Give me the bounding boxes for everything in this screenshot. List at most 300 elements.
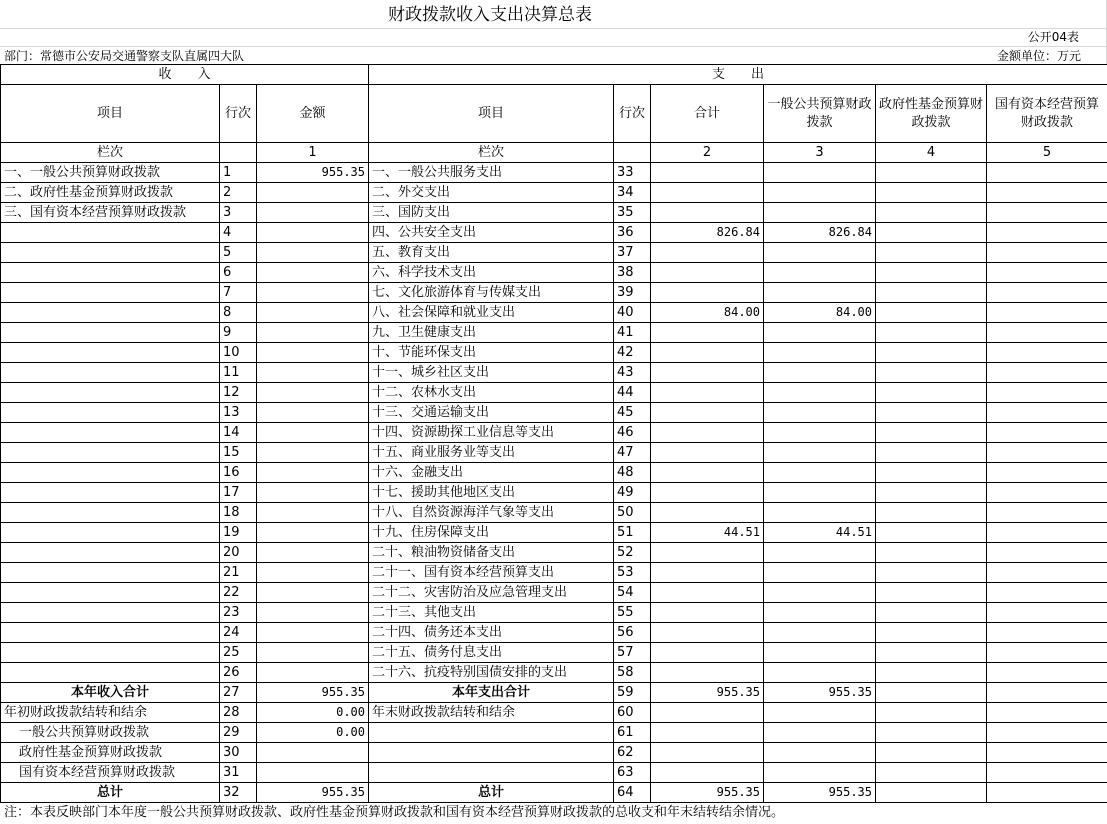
amount-cell — [764, 183, 876, 203]
row-number: 52 — [614, 543, 651, 563]
amount-cell — [651, 263, 764, 283]
row-number: 21 — [220, 563, 257, 583]
col-header-total: 合计 — [651, 85, 764, 143]
table-row — [1, 763, 1107, 783]
row-number: 16 — [220, 463, 257, 483]
table-row — [1, 563, 1107, 583]
amount-cell — [764, 463, 876, 483]
amount-cell — [876, 183, 987, 203]
amount-cell — [257, 343, 369, 363]
expense-item: 九、卫生健康支出 — [369, 323, 614, 343]
table-row — [1, 643, 1107, 663]
amount-cell — [764, 723, 876, 743]
column-sequence-row — [1, 143, 1107, 163]
table-row — [1, 403, 1107, 423]
amount-cell — [257, 403, 369, 423]
row-number: 18 — [220, 503, 257, 523]
amount-cell — [876, 163, 987, 183]
amount-cell — [876, 343, 987, 363]
row-number: 8 — [220, 303, 257, 323]
table-row — [1, 603, 1107, 623]
income-item — [1, 443, 220, 463]
row-number: 9 — [220, 323, 257, 343]
table-row — [1, 163, 1107, 183]
amount-cell — [651, 723, 764, 743]
amount-cell — [764, 603, 876, 623]
begin-balance-label: 年初财政拨款结转和结余 — [1, 703, 220, 723]
amount-cell — [257, 523, 369, 543]
amount-cell — [764, 583, 876, 603]
amount-cell — [987, 443, 1107, 463]
amount-cell — [764, 363, 876, 383]
row-number: 47 — [614, 443, 651, 463]
row-number: 39 — [614, 283, 651, 303]
expense-item: 二十一、国有资本经营预算支出 — [369, 563, 614, 583]
income-item — [1, 623, 220, 643]
amount-cell — [876, 423, 987, 443]
row-number: 6 — [220, 263, 257, 283]
table-row — [1, 283, 1107, 303]
seq-state-capital: 5 — [987, 143, 1107, 163]
table-row — [1, 363, 1107, 383]
amount-cell — [257, 183, 369, 203]
col-header-gov-fund: 政府性基金预算财政拨款 — [876, 85, 987, 143]
amount-cell — [987, 283, 1107, 303]
amount-cell — [257, 603, 369, 623]
amount-cell — [876, 583, 987, 603]
state-capital-label: 国有资本经营预算财政拨款 — [1, 763, 220, 783]
amount-cell — [257, 363, 369, 383]
col-header-general-budget: 一般公共预算财政拨款 — [764, 85, 876, 143]
amount-cell — [764, 643, 876, 663]
amount-cell — [764, 443, 876, 463]
amount-cell — [651, 483, 764, 503]
table-row — [1, 463, 1107, 483]
amount-cell — [257, 203, 369, 223]
amount-cell — [651, 383, 764, 403]
amount-cell — [876, 443, 987, 463]
table-row — [1, 783, 1107, 803]
amount-cell — [651, 183, 764, 203]
amount-cell — [876, 543, 987, 563]
row-number: 24 — [220, 623, 257, 643]
amount-cell — [257, 763, 369, 783]
row-number: 1 — [220, 163, 257, 183]
amount-cell — [651, 323, 764, 343]
row-number: 40 — [614, 303, 651, 323]
amount-cell — [764, 283, 876, 303]
amount-cell — [987, 483, 1107, 503]
amount-cell: 955.35 — [764, 683, 876, 703]
amount-cell — [257, 623, 369, 643]
amount-cell — [987, 543, 1107, 563]
seq-general: 3 — [764, 143, 876, 163]
expense-item — [369, 743, 614, 763]
amount-cell — [257, 463, 369, 483]
amount-cell — [651, 363, 764, 383]
table-row — [1, 623, 1107, 643]
row-number: 57 — [614, 643, 651, 663]
amount-cell — [764, 483, 876, 503]
income-item — [1, 283, 220, 303]
income-item — [1, 243, 220, 263]
amount-cell — [987, 623, 1107, 643]
row-number: 28 — [220, 703, 257, 723]
income-item — [1, 523, 220, 543]
amount-cell: 44.51 — [764, 523, 876, 543]
amount-cell — [764, 703, 876, 723]
amount-cell — [764, 423, 876, 443]
end-balance-label: 年末财政拨款结转和结余 — [369, 703, 614, 723]
income-item — [1, 383, 220, 403]
row-number: 59 — [614, 683, 651, 703]
amount-cell — [876, 703, 987, 723]
amount-cell — [876, 263, 987, 283]
table-row — [1, 503, 1107, 523]
summary-rows — [1, 683, 1107, 803]
amount-cell — [651, 563, 764, 583]
amount-cell — [257, 483, 369, 503]
expense-item: 六、科学技术支出 — [369, 263, 614, 283]
table-row — [1, 523, 1107, 543]
seq-total: 2 — [651, 143, 764, 163]
table-row — [1, 743, 1107, 763]
row-number: 2 — [220, 183, 257, 203]
amount-cell — [876, 523, 987, 543]
expense-item: 二十四、债务还本支出 — [369, 623, 614, 643]
row-number: 19 — [220, 523, 257, 543]
expense-item: 四、公共安全支出 — [369, 223, 614, 243]
income-item — [1, 223, 220, 243]
income-item — [1, 663, 220, 683]
row-number: 62 — [614, 743, 651, 763]
amount-unit-label: 金额单位：万元 — [996, 49, 1081, 63]
amount-cell — [987, 383, 1107, 403]
row-number: 44 — [614, 383, 651, 403]
row-number: 32 — [220, 783, 257, 803]
income-item — [1, 343, 220, 363]
amount-cell — [987, 583, 1107, 603]
data-rows — [1, 163, 1107, 683]
amount-cell — [876, 783, 987, 803]
row-number: 50 — [614, 503, 651, 523]
amount-cell — [651, 403, 764, 423]
amount-cell — [257, 543, 369, 563]
form-number: 公开04表 — [1027, 30, 1079, 44]
row-number: 23 — [220, 603, 257, 623]
amount-cell — [651, 423, 764, 443]
amount-cell — [987, 223, 1107, 243]
amount-cell: 84.00 — [764, 303, 876, 323]
table-row — [1, 683, 1107, 703]
expense-item: 十六、金融支出 — [369, 463, 614, 483]
col-header-expense-row-no: 行次 — [614, 85, 651, 143]
amount-cell — [987, 303, 1107, 323]
department-label: 部门：常德市公安局交通警察支队直属四大队 — [4, 49, 245, 63]
gov-fund-label: 政府性基金预算财政拨款 — [1, 743, 220, 763]
amount-cell — [876, 383, 987, 403]
amount-cell — [987, 603, 1107, 623]
expense-item: 二十、粮油物资储备支出 — [369, 543, 614, 563]
amount-cell — [876, 603, 987, 623]
seq-gov-fund: 4 — [876, 143, 987, 163]
group-header-row — [1, 65, 1107, 85]
amount-cell — [764, 203, 876, 223]
amount-cell — [651, 703, 764, 723]
amount-cell — [987, 203, 1107, 223]
amount-cell — [987, 763, 1107, 783]
amount-cell — [764, 743, 876, 763]
amount-cell — [651, 163, 764, 183]
income-item — [1, 643, 220, 663]
amount-cell — [876, 463, 987, 483]
amount-cell — [764, 563, 876, 583]
expense-item: 三、国防支出 — [369, 203, 614, 223]
expense-item: 七、文化旅游体育与传媒支出 — [369, 283, 614, 303]
amount-cell — [257, 563, 369, 583]
amount-cell — [876, 483, 987, 503]
amount-cell — [987, 163, 1107, 183]
expense-item: 十四、资源勘探工业信息等支出 — [369, 423, 614, 443]
row-number: 38 — [614, 263, 651, 283]
seq-amount: 1 — [257, 143, 369, 163]
table-row — [1, 483, 1107, 503]
row-number: 30 — [220, 743, 257, 763]
row-number: 11 — [220, 363, 257, 383]
table-row — [1, 583, 1107, 603]
table-row — [1, 243, 1107, 263]
row-number: 51 — [614, 523, 651, 543]
amount-cell — [651, 343, 764, 363]
row-number: 12 — [220, 383, 257, 403]
row-number: 29 — [220, 723, 257, 743]
amount-cell — [987, 523, 1107, 543]
amount-cell — [876, 323, 987, 343]
amount-cell — [651, 503, 764, 523]
grand-total-label: 总计 — [1, 783, 220, 803]
row-number: 22 — [220, 583, 257, 603]
row-number: 27 — [220, 683, 257, 703]
income-item — [1, 423, 220, 443]
income-item — [1, 603, 220, 623]
table-row — [1, 423, 1107, 443]
amount-cell — [876, 663, 987, 683]
amount-cell — [257, 303, 369, 323]
income-item: 三、国有资本经营预算财政拨款 — [1, 203, 220, 223]
amount-cell — [257, 743, 369, 763]
expense-item: 十、节能环保支出 — [369, 343, 614, 363]
amount-cell — [764, 543, 876, 563]
table-row — [1, 443, 1107, 463]
col-header-row-no: 行次 — [220, 85, 257, 143]
row-number: 4 — [220, 223, 257, 243]
table-row — [1, 663, 1107, 683]
table-row — [1, 223, 1107, 243]
amount-cell — [764, 623, 876, 643]
amount-cell: 0.00 — [257, 703, 369, 723]
amount-cell — [987, 503, 1107, 523]
row-number: 7 — [220, 283, 257, 303]
amount-cell — [651, 463, 764, 483]
row-number: 10 — [220, 343, 257, 363]
amount-cell — [651, 663, 764, 683]
table-row — [1, 263, 1107, 283]
general-budget-label: 一般公共预算财政拨款 — [1, 723, 220, 743]
row-number: 34 — [614, 183, 651, 203]
amount-cell — [876, 363, 987, 383]
amount-cell — [257, 503, 369, 523]
row-number: 13 — [220, 403, 257, 423]
amount-cell — [876, 683, 987, 703]
expense-item — [369, 723, 614, 743]
income-item — [1, 403, 220, 423]
income-item — [1, 463, 220, 483]
amount-cell: 955.35 — [764, 783, 876, 803]
amount-cell — [987, 723, 1107, 743]
income-item — [1, 363, 220, 383]
expense-item — [369, 763, 614, 783]
income-item — [1, 583, 220, 603]
row-number: 15 — [220, 443, 257, 463]
amount-cell — [987, 643, 1107, 663]
col-header-state-capital: 国有资本经营预算财政拨款 — [987, 85, 1107, 143]
amount-cell: 826.84 — [764, 223, 876, 243]
amount-cell — [987, 743, 1107, 763]
expense-item: 十一、城乡社区支出 — [369, 363, 614, 383]
amount-cell — [876, 503, 987, 523]
amount-cell — [876, 563, 987, 583]
row-number: 37 — [614, 243, 651, 263]
expense-group-header: 支 出 — [369, 65, 1107, 85]
row-number: 25 — [220, 643, 257, 663]
amount-cell — [651, 603, 764, 623]
amount-cell — [987, 663, 1107, 683]
row-number: 17 — [220, 483, 257, 503]
amount-cell: 955.35 — [257, 163, 369, 183]
amount-cell — [651, 543, 764, 563]
amount-cell — [651, 283, 764, 303]
row-number: 63 — [614, 763, 651, 783]
amount-cell — [764, 663, 876, 683]
row-number: 14 — [220, 423, 257, 443]
amount-cell — [876, 243, 987, 263]
amount-cell: 44.51 — [651, 523, 764, 543]
amount-cell — [987, 323, 1107, 343]
row-number: 33 — [614, 163, 651, 183]
row-number: 55 — [614, 603, 651, 623]
row-number: 56 — [614, 623, 651, 643]
amount-cell — [987, 783, 1107, 803]
amount-cell — [987, 403, 1107, 423]
amount-cell — [987, 343, 1107, 363]
amount-cell — [764, 343, 876, 363]
row-number: 36 — [614, 223, 651, 243]
row-number: 46 — [614, 423, 651, 443]
income-item — [1, 503, 220, 523]
table-row — [1, 203, 1107, 223]
amount-cell — [987, 363, 1107, 383]
col-header-amount: 金额 — [257, 85, 369, 143]
expense-item: 十八、自然资源海洋气象等支出 — [369, 503, 614, 523]
expense-item: 十三、交通运输支出 — [369, 403, 614, 423]
amount-cell — [257, 243, 369, 263]
col-header-item: 项目 — [1, 85, 220, 143]
row-number: 48 — [614, 463, 651, 483]
amount-cell — [651, 203, 764, 223]
expense-item: 二十五、债务付息支出 — [369, 643, 614, 663]
row-number: 45 — [614, 403, 651, 423]
income-item — [1, 323, 220, 343]
amount-cell — [876, 723, 987, 743]
expense-item: 一、一般公共服务支出 — [369, 163, 614, 183]
table-row — [1, 323, 1107, 343]
row-number: 20 — [220, 543, 257, 563]
table-row — [1, 383, 1107, 403]
amount-cell — [257, 223, 369, 243]
amount-cell — [257, 283, 369, 303]
seq-label-right: 栏次 — [369, 143, 614, 163]
seq-blank — [614, 143, 651, 163]
amount-cell — [876, 623, 987, 643]
seq-label-left: 栏次 — [1, 143, 220, 163]
col-header-expense-item: 项目 — [369, 85, 614, 143]
amount-cell — [257, 663, 369, 683]
expense-item: 十七、援助其他地区支出 — [369, 483, 614, 503]
amount-cell — [764, 323, 876, 343]
row-number: 54 — [614, 583, 651, 603]
amount-cell — [764, 403, 876, 423]
row-number: 31 — [220, 763, 257, 783]
amount-cell — [257, 443, 369, 463]
amount-cell — [876, 203, 987, 223]
row-number: 49 — [614, 483, 651, 503]
row-number: 64 — [614, 783, 651, 803]
table-row — [1, 183, 1107, 203]
income-item — [1, 563, 220, 583]
amount-cell — [876, 763, 987, 783]
row-number: 35 — [614, 203, 651, 223]
row-number: 26 — [220, 663, 257, 683]
expense-item: 二、外交支出 — [369, 183, 614, 203]
row-number: 53 — [614, 563, 651, 583]
amount-cell — [876, 223, 987, 243]
amount-cell — [764, 243, 876, 263]
row-number: 61 — [614, 723, 651, 743]
amount-cell — [257, 263, 369, 283]
amount-cell — [764, 263, 876, 283]
expense-item: 十二、农林水支出 — [369, 383, 614, 403]
row-number: 41 — [614, 323, 651, 343]
column-header-row — [1, 85, 1107, 143]
table-row — [1, 703, 1107, 723]
income-item — [1, 263, 220, 283]
amount-cell — [876, 303, 987, 323]
grid-line — [0, 28, 1107, 29]
amount-cell — [987, 263, 1107, 283]
report-table — [0, 64, 1107, 803]
amount-cell — [987, 563, 1107, 583]
amount-cell — [257, 643, 369, 663]
amount-cell — [651, 763, 764, 783]
expense-item: 八、社会保障和就业支出 — [369, 303, 614, 323]
row-number: 43 — [614, 363, 651, 383]
amount-cell: 955.35 — [257, 783, 369, 803]
report-title: 财政拨款收入支出决算总表 — [388, 5, 592, 25]
income-item — [1, 303, 220, 323]
income-item — [1, 543, 220, 563]
amount-cell — [764, 503, 876, 523]
amount-cell — [651, 623, 764, 643]
